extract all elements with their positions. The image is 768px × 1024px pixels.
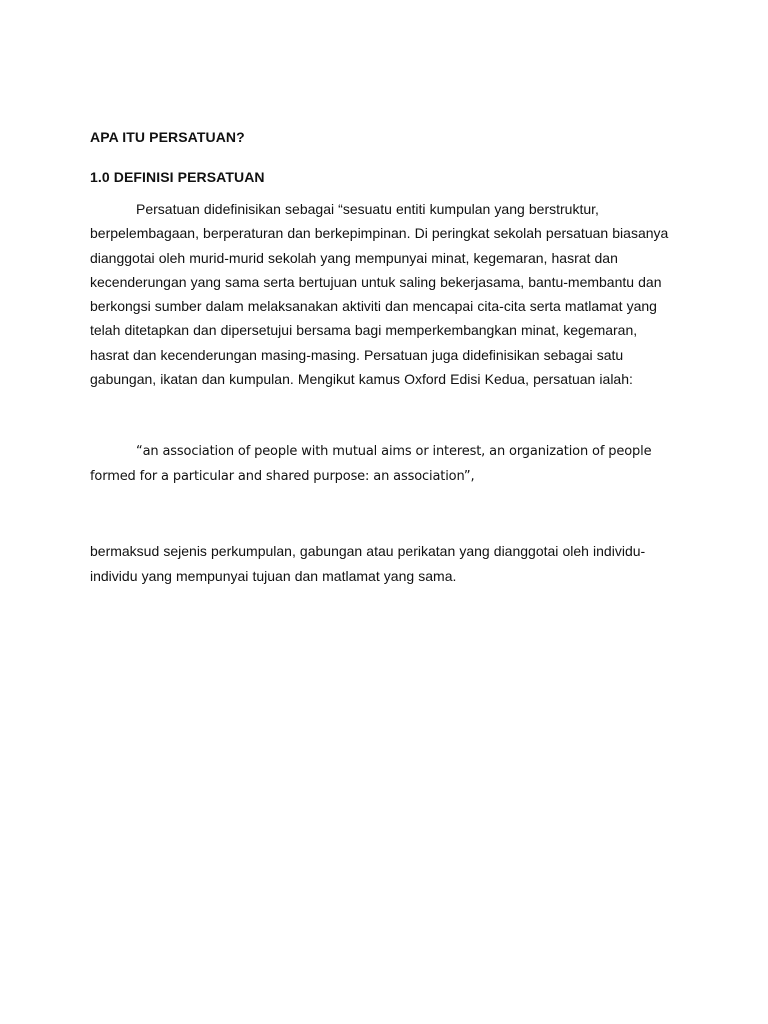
definition-paragraph-text: Persatuan didefinisikan sebagai “sesuatu entiti kumpulan yang berstruktur, berpelembagaan, berperaturan dan berkepimpinan. Di peringkat sekolah persatuan biasanya dianggotai oleh murid-murid sekolah yang mempunyai minat, kegemaran, hasrat dan kecenderungan yang sama serta bertujuan untuk saling bekerjasama, bantu-membantu dan berkongsi sumber dalam melaksanakan aktiviti dan mencapai cita-cita serta matlamat yang telah ditetapkan dan dipersetujui bersama bagi memperkembangkan minat, kegemaran, hasrat dan kecenderungan masing-masing. Persatuan juga didefinisikan sebagai satu gabungan, ikatan dan kumpulan. Mengikut kamus Oxford Edisi Kedua, persatuan ialah: [90,201,669,388]
document-title: APA ITU PERSATUAN? [90,129,245,145]
oxford-quote [90,439,690,489]
document-content [90,128,680,588]
definition-paragraph [90,197,680,391]
meaning-paragraph: bermaksud sejenis perkumpulan, gabungan atau perikatan yang dianggotai oleh individu-individu yang mempunyai tujuan dan matlamat yang sama. [90,543,646,584]
oxford-quote-text: “an association of people with mutual aims or interest, an organization of people formed for a particular and shared purpose: an association”, [90,444,652,485]
section-heading: 1.0 DEFINISI PERSATUAN [90,169,265,185]
